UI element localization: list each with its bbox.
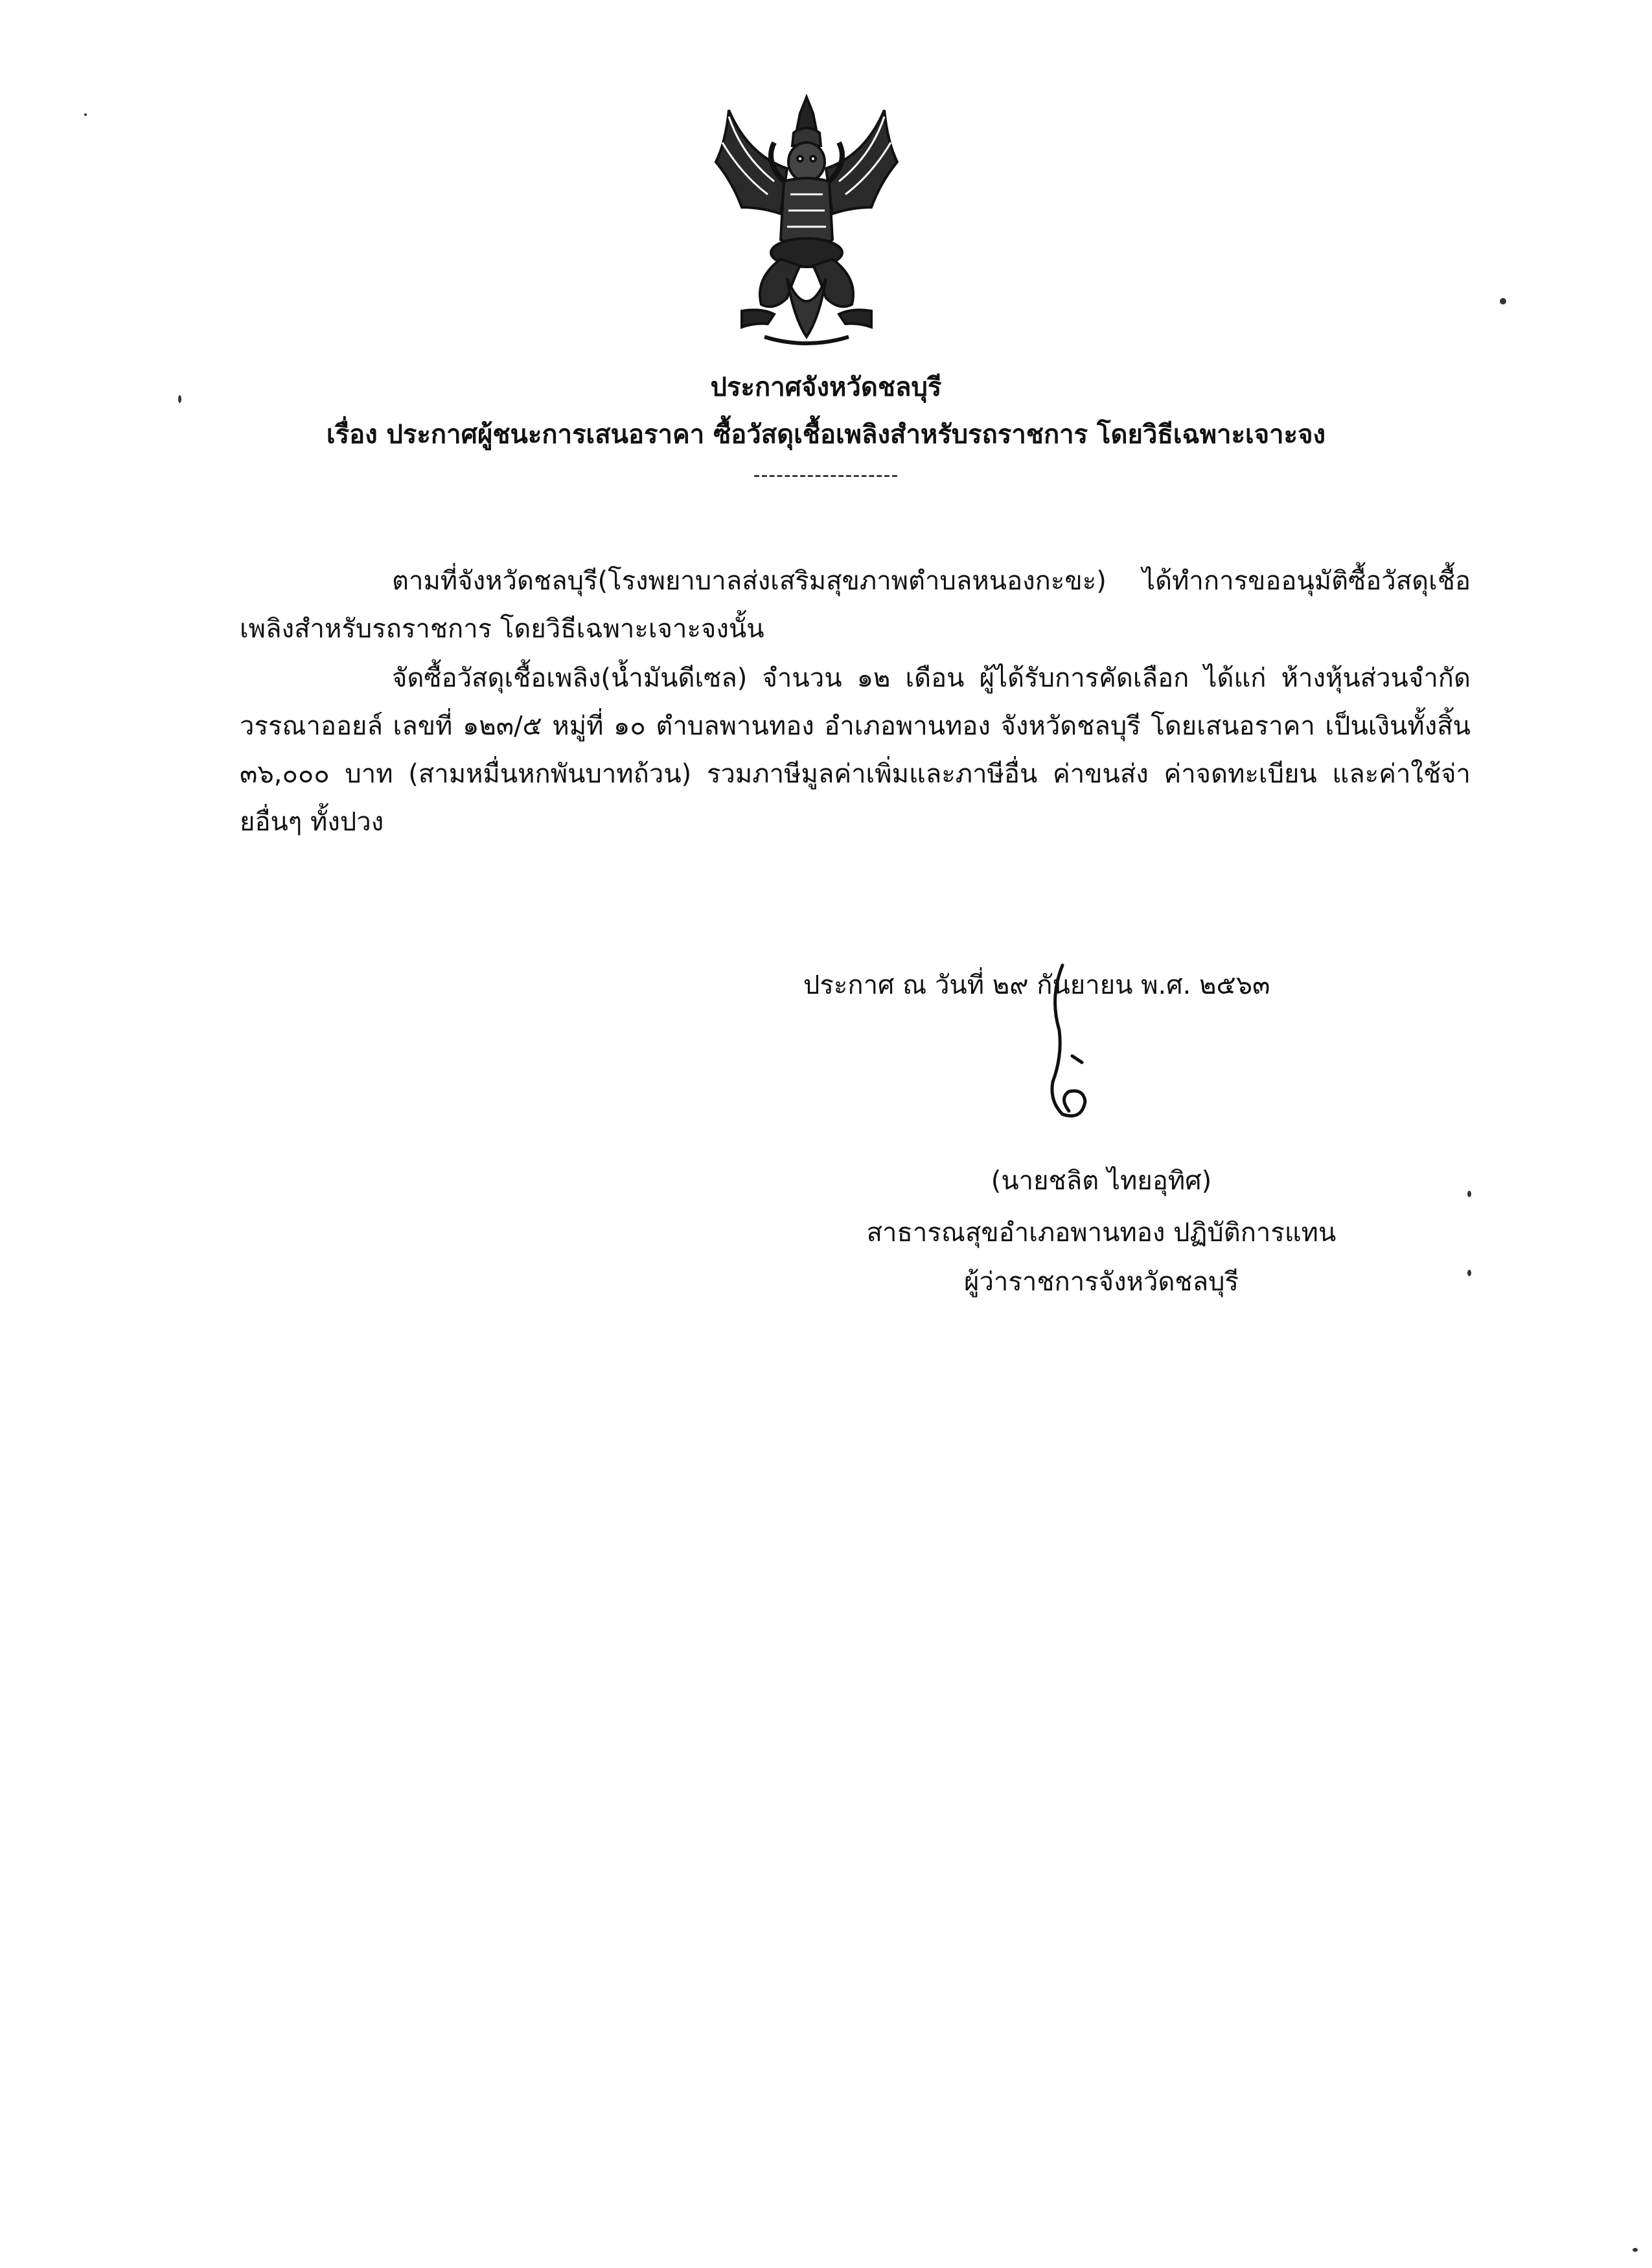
handwritten-signature	[1024, 959, 1153, 1153]
garuda-emblem-icon	[703, 84, 910, 356]
paragraph-1-text: ตามที่จังหวัดชลบุรี(โรงพยาบาลส่งเสริมสุขภาพตำบลหนองกะขะ) ได้ทำการขออนุมัติซื้อวัสดุเชื้อเพลิงสำหรับรถราชการ โดยวิธีเฉพาะเจาะจงนั้น	[240, 566, 1471, 644]
paragraph-1	[240, 557, 1471, 653]
scan-speck	[1467, 1270, 1471, 1276]
scan-speck	[1633, 2248, 1638, 2252]
signatory-position-governor: ผู้ว่าราชการจังหวัดชลบุรี	[964, 1267, 1239, 1297]
announcement-date: ประกาศ ณ วันที่ ๒๙ กันยายน พ.ศ. ๒๕๖๓	[803, 970, 1270, 1000]
scan-speck	[178, 395, 181, 403]
signatory-position: สาธารณสุขอำเภอพานทอง ปฏิบัติการแทน	[866, 1218, 1337, 1248]
paragraph-2-text: จัดซื้อวัสดุเชื้อเพลิง(น้ำมันดีเซล) จำนวน ๑๒ เดือน ผู้ได้รับการคัดเลือก ได้แก่ ห้างหุ้นส่วนจำกัด วรรณาออยล์ เลขที่ ๑๒๓/๕ หมู่ที่ ๑๐ ตำบลพานทอง อำเภอพานทอง จังหวัดชลบุรี โดยเสนอราคา เป็นเงินทั้งสิ้น ๓๖,๐๐๐ บาท (สามหมื่นหกพันบาทถ้วน) รวมภาษีมูลค่าเพิ่มและภาษีอื่น ค่าขนส่ง ค่าจดทะเบียน และค่าใช้จ่ายอื่นๆ ทั้งปวง	[240, 663, 1471, 837]
paragraph-2	[240, 654, 1471, 846]
scan-speck	[1467, 1191, 1471, 1197]
document-subject: เรื่อง ประกาศผู้ชนะการเสนอราคา ซื้อวัสดุเชื้อเพลิงสำหรับรถราชการ โดยวิธีเฉพาะเจาะจง	[326, 420, 1326, 450]
document-title: ประกาศจังหวัดชลบุรี	[710, 372, 942, 402]
scan-speck	[1500, 298, 1506, 304]
signatory-name: (นายชลิต ไทยอุทิศ)	[991, 1166, 1212, 1196]
title-divider: -------------------	[753, 464, 899, 487]
scan-speck	[84, 113, 87, 116]
